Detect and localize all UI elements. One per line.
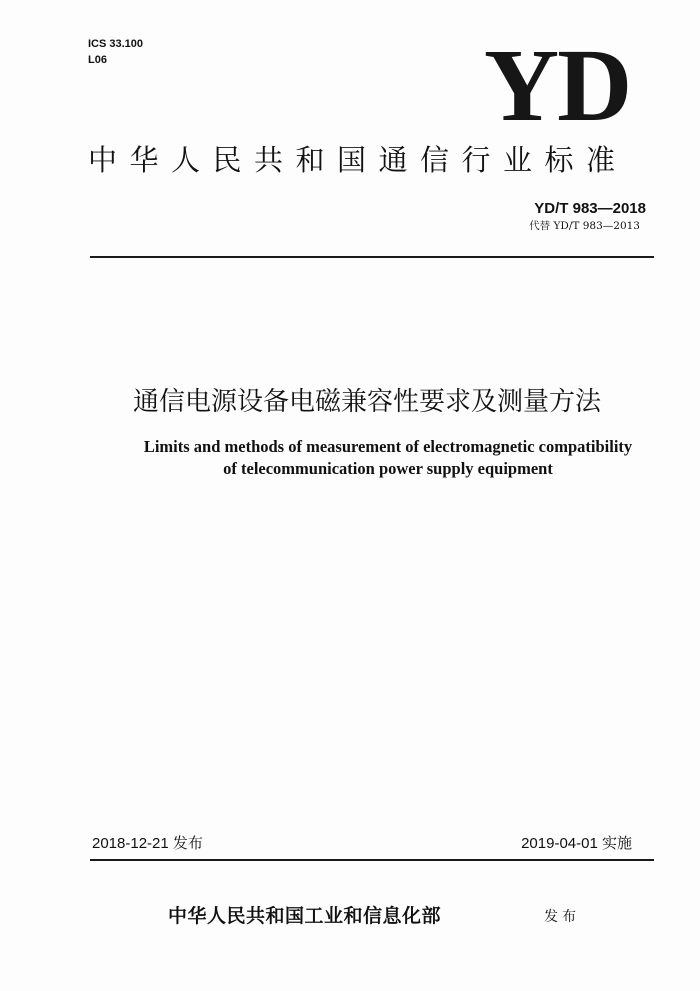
industry-standard-title: 中华人民共和国通信行业标准 [88,143,628,177]
classification-codes [88,36,143,68]
implementation-date: 2019-04-01 实施 [521,835,632,852]
ccs-code: L06 [88,54,107,66]
ics-code: ICS 33.100 [88,38,144,50]
bottom-divider [90,859,654,861]
top-divider [90,256,654,258]
standard-number: YD/T 983—2018 [534,200,646,217]
publisher-name: 中华人民共和国工业和信息化部 [168,905,442,927]
document-title-chinese: 通信电源设备电磁兼容性要求及测量方法 [132,387,601,417]
document-title-english [60,436,700,480]
issue-date: 2018-12-21 发布 [92,835,203,852]
publish-label: 发布 [544,909,580,925]
yd-logo: YD [484,28,631,143]
english-title-line-1: Limits and methods of measurement of electromagnetic compatibility [143,437,633,456]
english-title-line-2: of telecommunication power supply equipment [223,459,553,478]
replaced-standard: 代替 YD/T 983—2013 [529,220,640,232]
